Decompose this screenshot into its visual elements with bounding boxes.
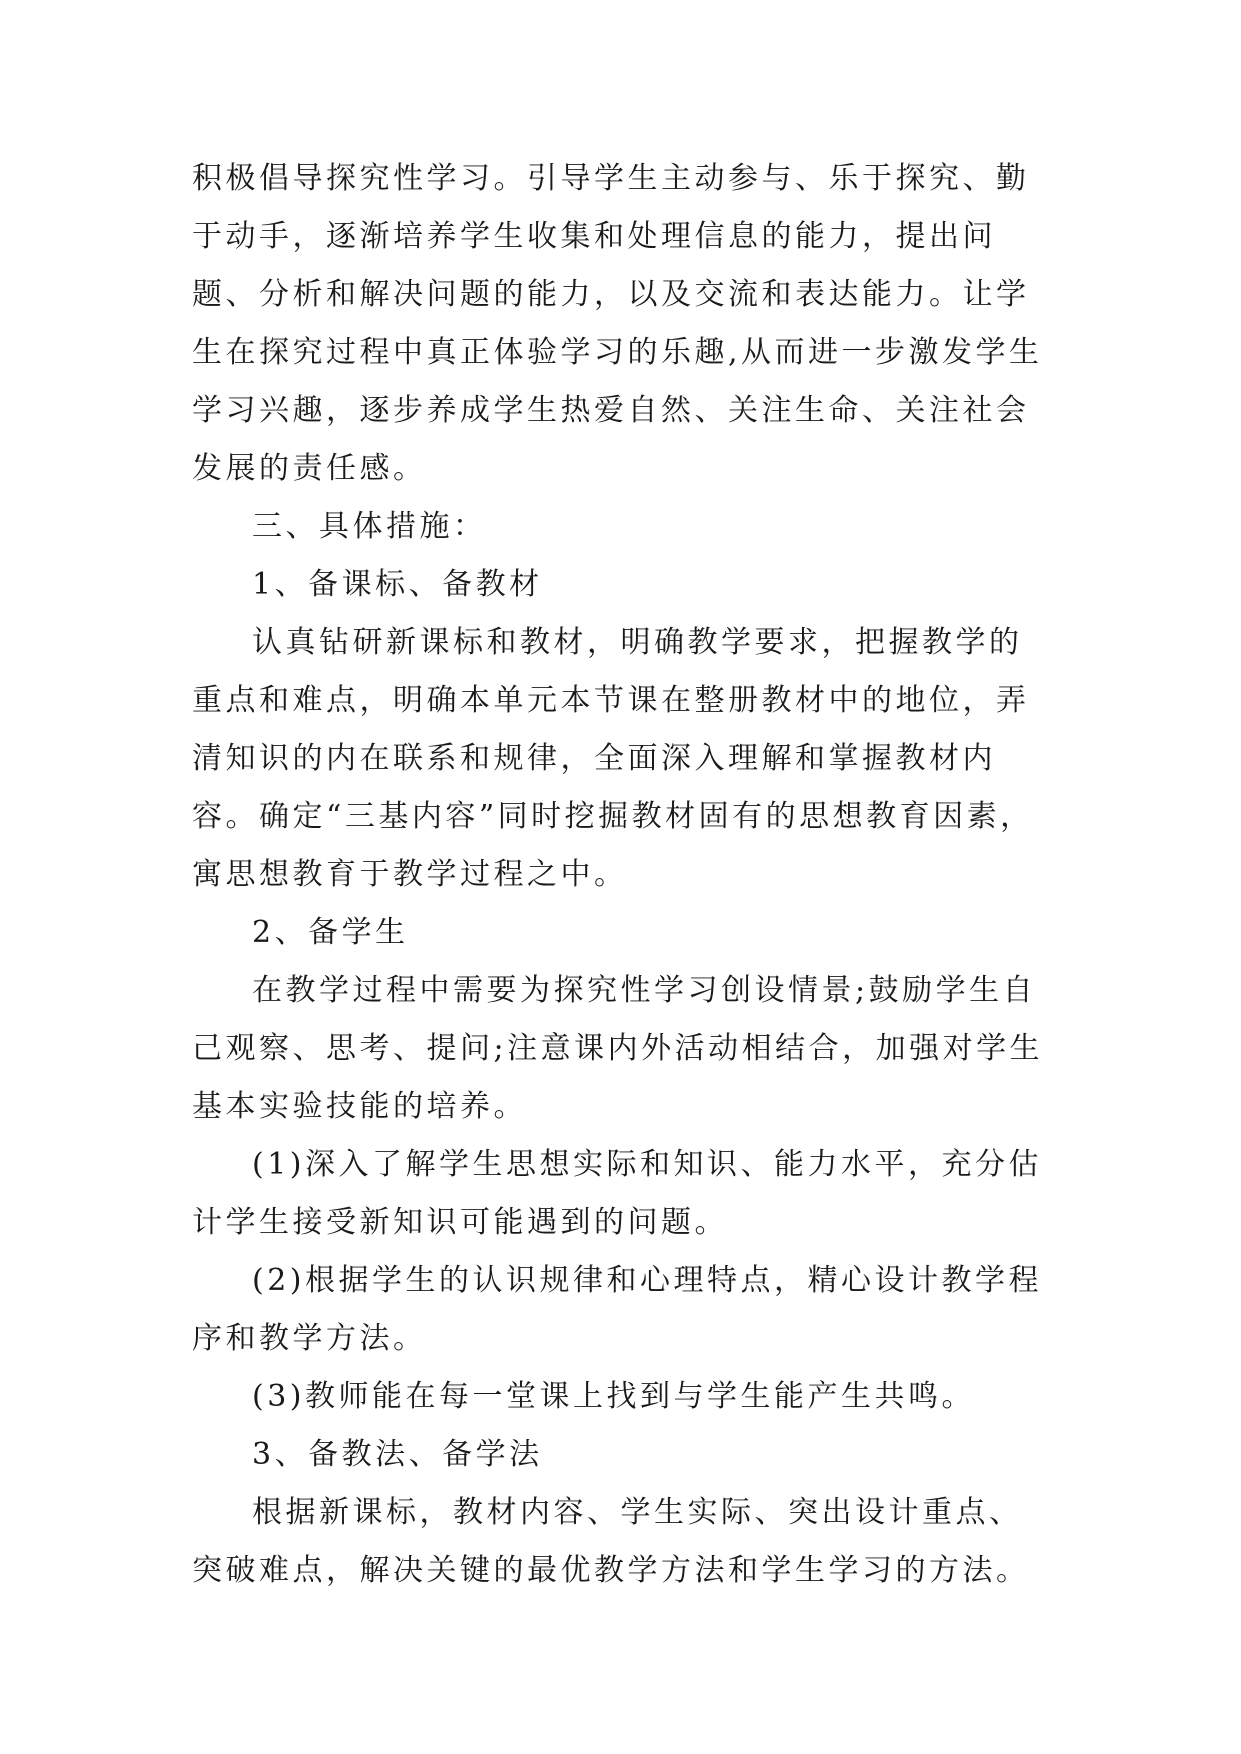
list-item-3: (3)教师能在每一堂课上找到与学生能产生共鸣。: [252, 1379, 975, 1414]
list-item-1: (1)深入了解学生思想实际和知识、能力水平，充分估计学生接受新知识可能遇到的问题。: [192, 1147, 1042, 1240]
subheading-prepare-students: 2、备学生: [252, 915, 409, 950]
paragraph-inquiry-learning: 积极倡导探究性学习。引导学生主动参与、乐于探究、勤于动手，逐渐培养学生收集和处理信息的能力，提出问题、分析和解决问题的能力，以及交流和表达能力。让学生在探究过程中真正体验学习的乐趣,从而进一步激发学生学习兴趣，逐步养成学生热爱自然、关注生命、关注社会发展的责任感。: [192, 161, 1043, 486]
document-body: [192, 150, 1052, 1600]
subheading-prepare-curriculum: 1、备课标、备教材: [252, 567, 543, 602]
list-item-2: (2)根据学生的认识规律和心理特点，精心设计教学程序和教学方法。: [192, 1263, 1042, 1356]
subheading-prepare-methods: 3、备教法、备学法: [252, 1437, 543, 1472]
section-heading-measures: 三、具体措施：: [252, 509, 487, 544]
paragraph-study-curriculum: 认真钻研新课标和教材，明确教学要求，把握教学的重点和难点，明确本单元本节课在整册教材中的地位，弄清知识的内在联系和规律，全面深入理解和掌握教材内容。确定“三基内容”同时挖掘教材固有的思想教育因素，寓思想教育于教学过程之中。: [192, 625, 1034, 892]
paragraph-teaching-process: 在教学过程中需要为探究性学习创设情景;鼓励学生自己观察、思考、提问;注意课内外活动相结合，加强对学生基本实验技能的培养。: [192, 973, 1044, 1124]
paragraph-methods: 根据新课标，教材内容、学生实际、突出设计重点、突破难点，解决关键的最优教学方法和学生学习的方法。: [192, 1495, 1030, 1588]
